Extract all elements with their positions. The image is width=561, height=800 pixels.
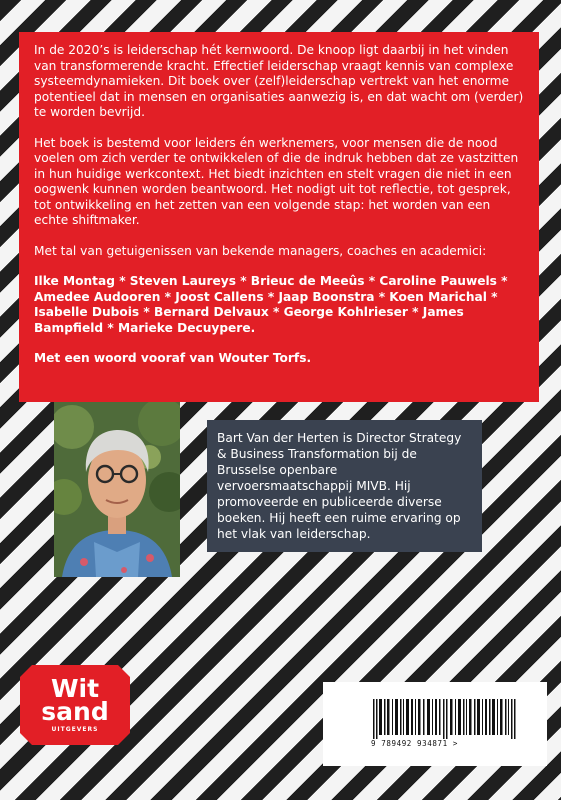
foreword-line: Met een woord vooraf van Wouter Torfs. — [34, 351, 312, 365]
publisher-logo-line-3: UITGEVERS — [51, 726, 99, 733]
barcode-number: 9 789492 934871 > — [371, 739, 458, 748]
barcode-panel — [323, 682, 547, 766]
blurb-paragraph-1: In de 2020’s is leiderschap hét kernwoord. De knoop ligt daarbij in het vinden van transformerende kracht. Effectief leiderschap vraagt kennis van complexe systeemdynamieken. Dit boek over (zelf)leiderschap vertrekt van het enorme potentieel dat in mensen en organisaties aanwezig is, en dat wacht om (verder) te worden bevrijd. — [34, 43, 524, 119]
author-bio: Bart Van der Herten is Director Strategy & Business Transformation bij de Brusselse openbare vervoersmaatschappij MIVB. Hij promoveerde en publiceerde diverse boeken. Hij heeft een ruime ervaring op het vlak van leiderschap. — [217, 431, 462, 541]
blurb-panel — [19, 32, 539, 402]
author-bio-box — [207, 420, 482, 552]
blurb-paragraph-2: Het boek is bestemd voor leiders én werknemers, voor mensen die de nood voelen om zich verder te ontwikkelen of die de indruk hebben dat ze vastzitten in hun huidige werkcontext. Het biedt inzichten en stelt vragen die niet in een oogwenk kunnen worden beantwoord. Het nodigt uit tot reflectie, tot gesprek, tot ontwikkeling en het zetten van een volgende stap: het worden van een echte shiftmaker. — [34, 135, 519, 227]
publisher-logo-line-1: Wit — [50, 674, 100, 703]
publisher-logo — [20, 665, 130, 745]
author-photo — [54, 402, 180, 577]
testimonial-names: Ilke Montag * Steven Laureys * Brieuc de Meeûs * Caroline Pauwels * Amedee Audooren * Joost Callens * Jaap Boonstra * Koen Marichal * Isabelle Dubois * Bernard Delvaux * George Kohlrieser * James Bampfield * Marieke Decuypere. — [34, 274, 508, 335]
blurb-paragraph-3: Met tal van getuigenissen van bekende managers, coaches en academici: — [34, 243, 487, 258]
barcode-icon — [373, 699, 533, 739]
publisher-logo-line-2: sand — [41, 697, 109, 726]
